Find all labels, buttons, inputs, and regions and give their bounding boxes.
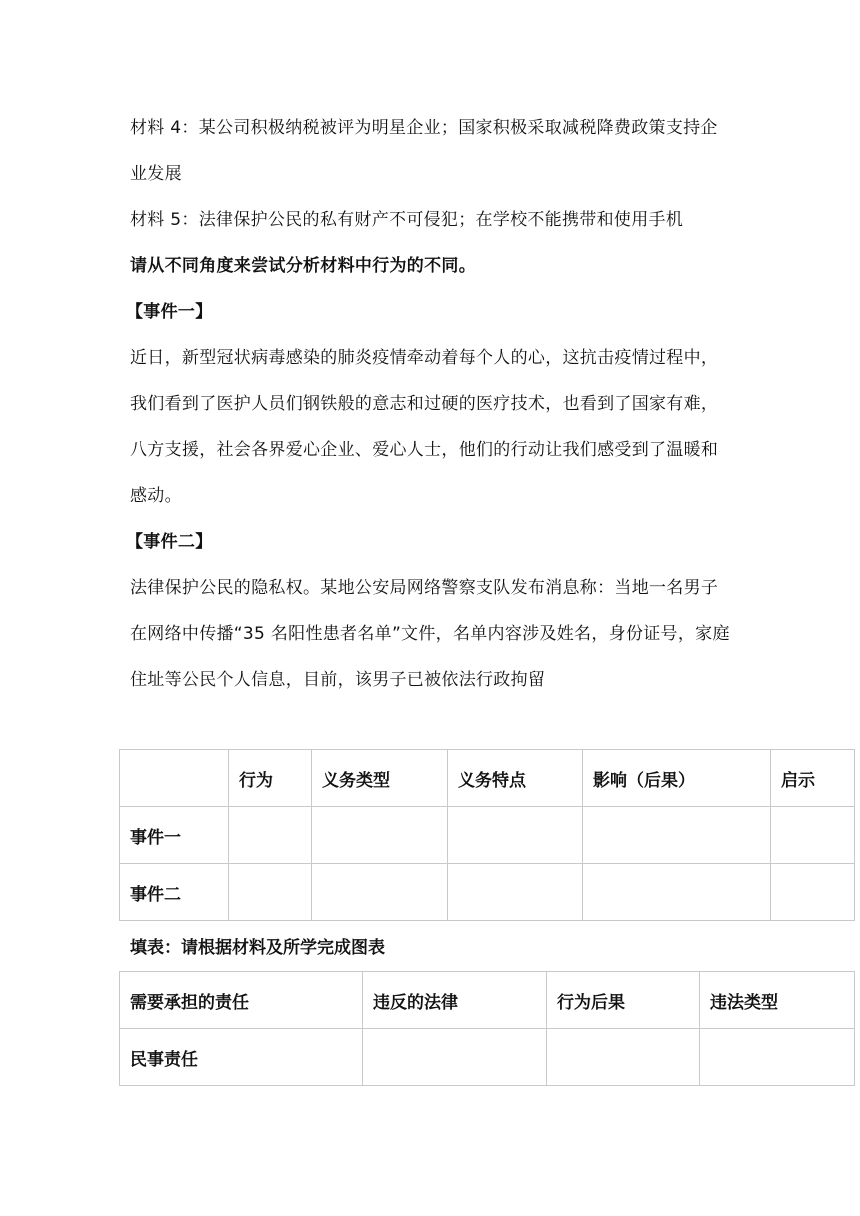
table-header-cell: 需要承担的责任 [120,972,363,1029]
table-row-label: 民事责任 [120,1029,363,1086]
question-paragraph: 请从不同角度来尝试分析材料中行为的不同。 [130,256,476,276]
table-cell [363,1029,547,1086]
table-row [120,807,855,864]
table-cell [229,864,312,921]
text-section [126,105,730,703]
table-cell [547,1029,700,1086]
table-header-cell: 启示 [771,750,855,807]
table-header-cell: 义务特点 [448,750,583,807]
event-2-heading: 【事件二】 [126,532,213,552]
table-header-cell: 影响（后果） [583,750,771,807]
table-cell [771,864,855,921]
table-2-caption: 填表：请根据材料及所学完成图表 [130,938,385,958]
table-row [120,1029,855,1086]
event-1-heading: 【事件一】 [126,302,213,322]
event-1-paragraph: 近日，新型冠状病毒感染的肺炎疫情牵动着每个人的心，这抗击疫情过程中，我们看到了医护人员们钢铁般的意志和过硬的医疗技术，也看到了国家有难，八方支援，社会各界爱心企业、爱心人士，他们的行动让我们感受到了温暖和感动。 [130,348,719,506]
material-4-paragraph: 材料 4：某公司积极纳税被评为明星企业；国家积极采取减税降费政策支持企业发展 [130,118,718,184]
table-row-label: 事件二 [120,864,229,921]
events-table-header-row [120,750,855,807]
table-cell [312,807,448,864]
table-header-cell: 行为 [229,750,312,807]
events-table [119,749,855,921]
table-header-cell: 违法类型 [700,972,855,1029]
table-cell [700,1029,855,1086]
table-cell [583,807,771,864]
responsibility-table-header-row [120,972,855,1029]
table-cell [312,864,448,921]
table-row [120,864,855,921]
responsibility-table [119,971,855,1086]
event-2-paragraph: 法律保护公民的隐私权。某地公安局网络警察支队发布消息称：当地一名男子在网络中传播“35 名阳性患者名单”文件，名单内容涉及姓名，身份证号，家庭住址等公民个人信息，目前，该男子已被依法行政拘留 [130,578,730,690]
table-cell [448,807,583,864]
table-cell [229,807,312,864]
table-header-cell: 违反的法律 [363,972,547,1029]
table-header-cell: 义务类型 [312,750,448,807]
table-row-label: 事件一 [120,807,229,864]
table-header-cell: 行为后果 [547,972,700,1029]
table-cell [448,864,583,921]
table-cell [583,864,771,921]
table-header-cell [120,750,229,807]
table-cell [771,807,855,864]
material-5-paragraph: 材料 5：法律保护公民的私有财产不可侵犯；在学校不能携带和使用手机 [130,210,684,230]
